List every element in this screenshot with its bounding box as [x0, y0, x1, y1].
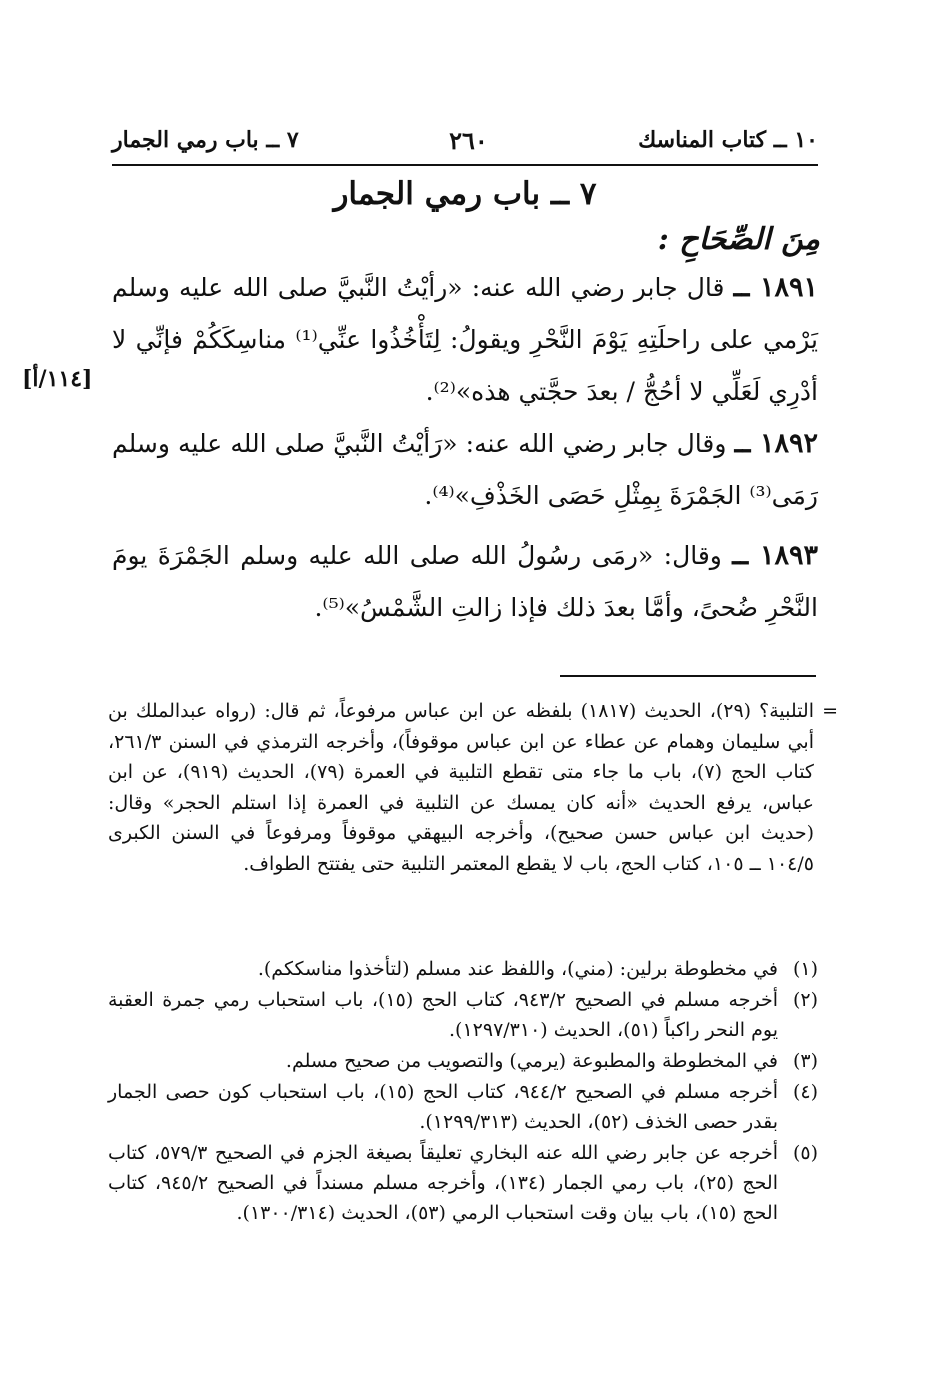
footnote-text: في مخطوطة برلين: (مني)، واللفظ عند مسلم (لتأخذوا مناسككم).: [257, 958, 778, 980]
chapter-title: ٧ ــ باب رمي الجمار: [333, 176, 597, 212]
continuation-marker: =: [822, 700, 838, 722]
hadith-1891: [112, 262, 818, 418]
footnote-4: [108, 1077, 818, 1137]
footnote-divider: [560, 675, 816, 677]
hadith-text: قال جابر رضي الله عنه: «رأيْتُ النَّبيَّ صلى الله عليه وسلم يَرْمي على راحلَتِهِ يَوْمَ النَّحْرِ ويقولُ: لِتَأْخُذُوا عنِّي⁽¹⁾ مناسِكَكُمْ فإنِّي لا أدْرِي لَعَلِّي لا أحُجُّ / بعدَ حجَّتي هذه»⁽²⁾.: [112, 273, 819, 406]
header-book-title: ١٠ ــ كتاب المناسك: [638, 127, 818, 153]
footnote-text: أخرجه مسلم في الصحيح ٩٤٤/٢، كتاب الحج (١٥)، باب استحباب كون حصى الجمار بقدر حصى الخذف (٥٢)، الحديث (١٢٩٩/٣١٣).: [108, 1081, 779, 1133]
footnote-number: (٣): [792, 1050, 818, 1072]
footnotes: [108, 954, 818, 1228]
footnote-number: (١): [792, 958, 818, 980]
header-chapter-title: ٧ ــ باب رمي الجمار: [112, 127, 299, 153]
footnote-3: [108, 1046, 818, 1076]
hadith-text: وقال: «رمَى رسُولُ الله صلى الله عليه وسلم الجَمْرَةَ يومَ النَّحْرِ ضُحىً، وأمَّا بعدَ ذلك فإذا زالتِ الشَّمْسُ»⁽⁵⁾.: [112, 541, 818, 622]
hadith-number: ١٨٩٢ ــ: [734, 428, 818, 459]
footnote-text: في المخطوطة والمطبوعة (يرمي) والتصويب من صحيح مسلم.: [285, 1050, 778, 1072]
hadith-1892: [112, 418, 818, 522]
hadith-1893: [112, 530, 818, 634]
continuation-text: التلبية؟ (٢٩)، الحديث (١٨١٧) بلفظه عن ابن عباس مرفوعاً، ثم قال: (رواه عبدالملك بن أبي سليمان وهمام عن عطاء عن ابن عباس موقوفاً)، وأخرجه الترمذي في السنن ٢٦١/٣، كتاب الحج (٧)، باب ما جاء متى تقطع التلبية في العمرة (٧٩)، الحديث (٩١٩)، عن ابن عباس، يرفع الحديث «أنه كان يمسك عن التلبية في العمرة إذا استلم الحجر» وقال: (حديث ابن عباس حسن صحيح)، وأخرجه البيهقي موقوفاً ومرفوعاً في السنن الكبرى ١٠٤/٥ ــ ١٠٥، كتاب الحج، باب لا يقطع المعتمر التلبية حتى يفتتح الطواف.: [108, 700, 814, 875]
hadith-number: ١٨٩١ ــ: [733, 272, 818, 303]
footnote-text: أخرجه عن جابر رضي الله عنه البخاري تعليقاً بصيغة الجزم في الصحيح ٥٧٩/٣، كتاب الحج (٢٥)، باب رمي الجمار (١٣٤)، وأخرجه مسلم مسنداً في الصحيح ٩٤٥/٢، كتاب الحج (١٥)، باب بيان وقت استحباب الرمي (٥٣)، الحديث (١٣٠٠/٣١٤).: [108, 1142, 778, 1224]
footnote-number: (٥): [792, 1142, 818, 1164]
footnote-continuation: [108, 696, 838, 879]
page-number: ٢٦٠: [449, 125, 488, 155]
footnote-text: أخرجه مسلم في الصحيح ٩٤٣/٢، كتاب الحج (١٥)، باب استحباب رمي جمرة العقبة يوم النحر راكباً (٥١)، الحديث (١٢٩٧/٣١٠).: [108, 989, 778, 1041]
footnote-1: [108, 954, 818, 984]
manuscript-folio-ref: [١١٤/أ]: [22, 366, 93, 392]
header-divider: [112, 164, 818, 166]
hadith-number: ١٨٩٣ ــ: [732, 540, 818, 571]
section-label: مِنَ الصِّحَاحِ :: [657, 222, 820, 257]
footnote-number: (٤): [792, 1081, 818, 1103]
running-header: [112, 120, 818, 160]
footnote-2: [108, 985, 818, 1045]
footnote-number: (٢): [792, 989, 818, 1011]
footnote-5: [108, 1138, 818, 1228]
hadith-text: وقال جابر رضي الله عنه: «رَأيْتُ النَّبيَّ صلى الله عليه وسلم رَمَى⁽³⁾ الجَمْرَةَ بِمِثْلِ حَصَى الخَذْفِ»⁽⁴⁾.: [112, 429, 818, 510]
